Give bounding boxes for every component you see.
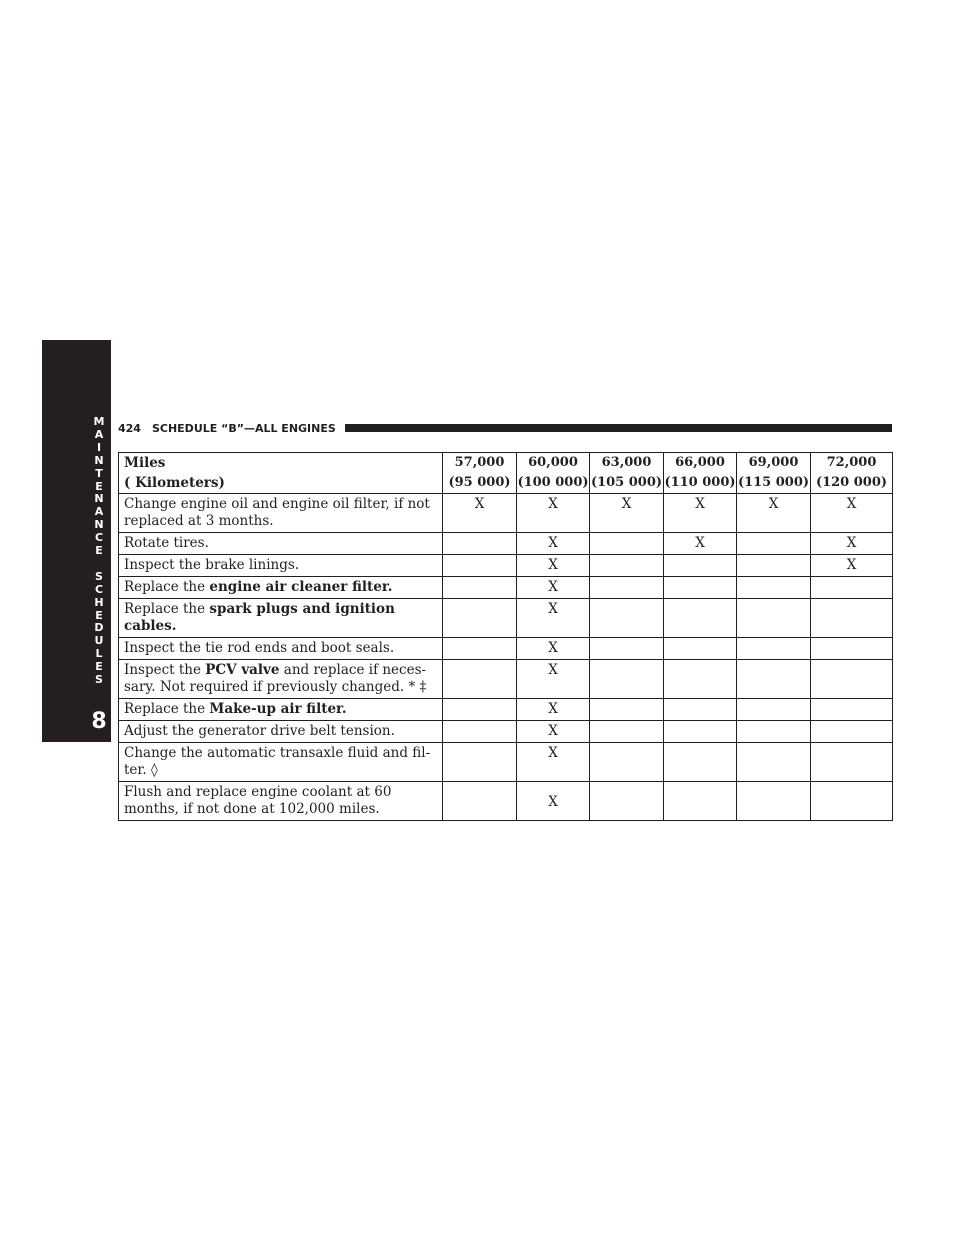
side-tab-letter: A xyxy=(94,427,104,441)
service-text: and replace if neces-sary. Not required if previously changed. * ‡ xyxy=(124,662,427,695)
side-tab-letter: T xyxy=(95,466,103,480)
service-mark: X xyxy=(517,782,590,821)
service-text: Flush and replace engine coolant at 60 months, if not done at 102,000 miles. xyxy=(124,784,392,817)
side-tab-letters xyxy=(86,416,112,687)
service-mark: X xyxy=(517,638,590,660)
service-mark xyxy=(590,699,664,721)
side-tab-letter: L xyxy=(95,647,103,661)
maintenance-schedule-table xyxy=(118,452,893,821)
interval-kilometers: (100 000) xyxy=(517,475,589,490)
interval-miles: 66,000 xyxy=(675,455,725,470)
service-mark xyxy=(443,555,517,577)
service-text: Inspect the tie rod ends and boot seals. xyxy=(124,640,395,656)
interval-kilometers: (120 000) xyxy=(815,475,888,490)
interval-header-cell xyxy=(737,453,811,494)
service-mark xyxy=(737,721,811,743)
interval-header-cell xyxy=(517,453,590,494)
table-header-row xyxy=(119,453,893,494)
service-mark: X xyxy=(517,699,590,721)
interval-header-cell xyxy=(443,453,517,494)
service-mark: X xyxy=(517,494,590,533)
service-description xyxy=(119,494,443,533)
table-row xyxy=(119,660,893,699)
table-row xyxy=(119,699,893,721)
service-mark xyxy=(737,638,811,660)
service-description xyxy=(119,699,443,721)
chapter-number: 8 xyxy=(91,709,107,734)
page-number: 424 xyxy=(118,421,141,435)
interval-kilometers: (115 000) xyxy=(737,475,810,490)
service-mark xyxy=(737,699,811,721)
side-tab-letter: U xyxy=(94,634,104,648)
service-item-bold: Make-up air filter. xyxy=(209,701,347,717)
service-mark xyxy=(737,743,811,782)
service-mark xyxy=(737,577,811,599)
service-mark xyxy=(443,660,517,699)
side-tab-letter: H xyxy=(94,595,104,609)
service-description xyxy=(119,555,443,577)
service-mark: X xyxy=(517,743,590,782)
service-mark: X xyxy=(811,533,893,555)
service-mark xyxy=(590,577,664,599)
side-tab-letter: S xyxy=(95,673,103,687)
service-mark: X xyxy=(811,555,893,577)
service-mark: X xyxy=(517,599,590,638)
table-row xyxy=(119,638,893,660)
service-mark xyxy=(737,599,811,638)
table-row xyxy=(119,599,893,638)
interval-miles: 69,000 xyxy=(748,455,799,470)
side-tab-letter: M xyxy=(93,415,105,428)
service-mark xyxy=(590,660,664,699)
service-text: Replace the xyxy=(124,601,210,617)
service-mark xyxy=(590,555,664,577)
service-mark xyxy=(664,782,737,821)
side-tab-letter: A xyxy=(94,505,104,519)
interval-header-cell xyxy=(664,453,737,494)
service-mark xyxy=(811,577,893,599)
interval-kilometers: (105 000) xyxy=(590,475,663,490)
service-text: Replace the xyxy=(124,579,210,595)
kilometers-label: ( Kilometers) xyxy=(124,475,225,491)
table-row xyxy=(119,743,893,782)
service-mark xyxy=(590,533,664,555)
side-tab-letter: N xyxy=(94,492,104,506)
service-mark xyxy=(811,699,893,721)
page-header xyxy=(118,420,892,436)
table-row xyxy=(119,533,893,555)
service-text: Change engine oil and engine oil filter, if not replaced at 3 months. xyxy=(124,496,430,529)
service-mark xyxy=(811,638,893,660)
header-label-cell xyxy=(119,453,443,494)
interval-miles: 63,000 xyxy=(601,455,652,470)
service-mark: X xyxy=(737,494,811,533)
service-description xyxy=(119,660,443,699)
service-mark: X xyxy=(664,533,737,555)
service-mark xyxy=(443,577,517,599)
miles-label: Miles xyxy=(124,455,166,471)
service-mark xyxy=(443,533,517,555)
service-item-bold: engine air cleaner filter. xyxy=(209,579,393,595)
service-mark xyxy=(590,721,664,743)
service-mark xyxy=(443,599,517,638)
service-description xyxy=(119,577,443,599)
side-tab-letter: E xyxy=(95,544,103,558)
service-mark xyxy=(737,660,811,699)
table-row xyxy=(119,555,893,577)
interval-kilometers: (95 000) xyxy=(448,475,511,490)
side-tab-letter: E xyxy=(95,479,103,493)
interval-miles: 60,000 xyxy=(528,455,578,470)
service-mark xyxy=(737,533,811,555)
interval-miles: 57,000 xyxy=(454,455,505,470)
service-mark xyxy=(811,599,893,638)
service-mark xyxy=(664,638,737,660)
interval-header-cell xyxy=(590,453,664,494)
service-mark xyxy=(590,638,664,660)
service-mark xyxy=(811,660,893,699)
side-tab-letter: C xyxy=(94,531,104,545)
service-text: Rotate tires. xyxy=(124,535,209,551)
service-mark xyxy=(443,638,517,660)
service-description xyxy=(119,638,443,660)
side-tab-letter: N xyxy=(94,518,104,532)
service-mark: X xyxy=(590,494,664,533)
interval-kilometers: (110 000) xyxy=(664,475,736,490)
service-text: Inspect the xyxy=(124,662,206,678)
service-mark xyxy=(737,555,811,577)
service-mark xyxy=(443,782,517,821)
side-tab-letter: C xyxy=(94,582,104,596)
table-row xyxy=(119,782,893,821)
service-mark: X xyxy=(664,494,737,533)
interval-miles: 72,000 xyxy=(826,455,877,470)
service-item-bold: spark plugs and ignition cables. xyxy=(124,601,395,634)
side-tab-letter: N xyxy=(94,453,104,467)
service-mark xyxy=(664,721,737,743)
service-mark xyxy=(737,782,811,821)
table-row xyxy=(119,494,893,533)
header-rule xyxy=(345,424,892,432)
service-mark: X xyxy=(517,533,590,555)
side-tab-letter: S xyxy=(95,569,103,583)
service-text: Change the automatic transaxle fluid and fil-ter. ◊ xyxy=(124,745,431,778)
service-mark: X xyxy=(517,660,590,699)
service-mark: X xyxy=(517,577,590,599)
service-description xyxy=(119,721,443,743)
service-mark: X xyxy=(811,494,893,533)
table-row xyxy=(119,577,893,599)
service-mark xyxy=(664,577,737,599)
service-mark xyxy=(590,743,664,782)
service-mark: X xyxy=(443,494,517,533)
service-description xyxy=(119,599,443,638)
service-description xyxy=(119,782,443,821)
service-mark xyxy=(590,782,664,821)
service-mark xyxy=(811,782,893,821)
service-text: Replace the xyxy=(124,701,210,717)
service-mark xyxy=(443,721,517,743)
service-item-bold: PCV valve xyxy=(205,662,280,678)
interval-header-cell xyxy=(811,453,893,494)
service-mark xyxy=(664,599,737,638)
service-mark: X xyxy=(517,721,590,743)
side-tab-letter: D xyxy=(94,621,104,635)
service-mark xyxy=(664,699,737,721)
service-mark xyxy=(811,743,893,782)
service-mark: X xyxy=(517,555,590,577)
service-description xyxy=(119,743,443,782)
service-mark xyxy=(443,743,517,782)
side-tab-letter: I xyxy=(96,440,102,454)
service-mark xyxy=(664,660,737,699)
table-row xyxy=(119,721,893,743)
service-text: Adjust the generator drive belt tension. xyxy=(124,723,395,739)
side-tab-letter: E xyxy=(95,608,103,622)
side-tab-letter: E xyxy=(95,660,103,674)
service-text: Inspect the brake linings. xyxy=(124,557,300,573)
service-description xyxy=(119,533,443,555)
service-mark xyxy=(664,555,737,577)
service-mark xyxy=(443,699,517,721)
service-mark xyxy=(590,599,664,638)
service-mark xyxy=(811,721,893,743)
page-title: SCHEDULE “B”—ALL ENGINES xyxy=(151,421,336,435)
service-mark xyxy=(664,743,737,782)
